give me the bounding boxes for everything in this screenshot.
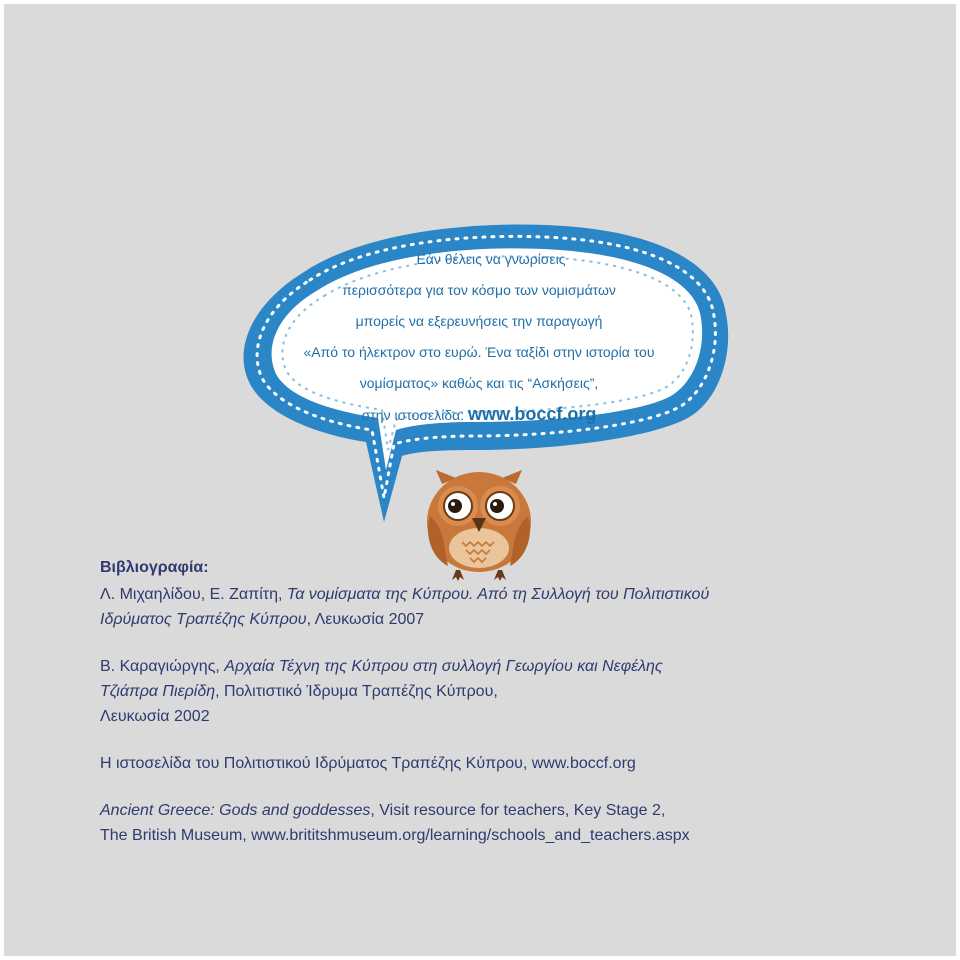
entry-2-rest: , Πολιτιστικό Ίδρυμα Τραπέζης Κύπρου,: [215, 683, 498, 700]
entry-4-title: Ancient Greece: Gods and goddesses: [100, 802, 371, 819]
entry-1-rest: , Λευκωσία 2007: [306, 611, 425, 628]
bubble-line-6: [234, 399, 724, 431]
entry-3-text: Η ιστοσελίδα του Πολιτιστικού Ιδρύματος Τραπέζης Κύπρου, www.boccf.org: [100, 755, 636, 772]
entry-2-title: Αρχαία Τέχνη της Κύπρου στη συλλογή Γεωργίου και Νεφέλης: [224, 658, 663, 675]
bibliography-entry-2: [100, 654, 930, 729]
bibliography-title: Βιβλιογραφία:: [100, 559, 209, 576]
bibliography-entry-1: [100, 582, 930, 632]
entry-2-author: Β. Καραγιώργης,: [100, 658, 225, 675]
bubble-line-6-prefix: στην ιστοσελίδα:: [361, 407, 469, 423]
bubble-line-1: Εάν θέλεις να γνωρίσεις: [416, 251, 566, 267]
entry-2-line-1: [100, 654, 930, 679]
entry-1-authors: Λ. Μιχαηλίδου, Ε. Ζαπίτη,: [100, 586, 287, 603]
bibliography-entry-4: [100, 798, 930, 848]
bubble-line-4: «Από το ήλεκτρον στο ευρώ. Ένα ταξίδι στην ιστορία του: [303, 344, 655, 360]
entry-1-line-2: [100, 607, 930, 632]
bubble-text: [234, 244, 724, 431]
entry-2-line-3: Λευκωσία 2002: [100, 708, 210, 725]
entry-4-line-2: The British Museum, www.brititshmuseum.org/learning/schools_and_teachers.aspx: [100, 827, 690, 844]
entry-1-title-2: Ιδρύματος Τραπέζης Κύπρου: [100, 611, 307, 628]
entry-2-title-2: Τζιάπρα Πιερίδη: [100, 683, 216, 700]
page: [4, 4, 956, 956]
bibliography: [100, 556, 930, 870]
entry-2-line-2: [100, 679, 930, 704]
bubble-line-2: περισσότερα για τον κόσμο των νομισμάτων: [342, 282, 616, 298]
entry-4-line-1: [100, 798, 930, 823]
bubble-line-3: μπορείς να εξερευνήσεις την παραγωγή: [355, 313, 603, 329]
entry-1-line-1: [100, 582, 930, 607]
bubble-line-5: νομίσματος» καθώς και τις “Ασκήσεις”,: [359, 375, 599, 391]
bibliography-entry-3: [100, 751, 930, 776]
entry-4-rest: , Visit resource for teachers, Key Stage 2,: [370, 802, 666, 819]
website-link[interactable]: www.boccf.org: [468, 404, 597, 424]
entry-1-title: Τα νομίσματα της Κύπρου. Από τη Συλλογή του Πολιτιστικού: [286, 586, 710, 603]
